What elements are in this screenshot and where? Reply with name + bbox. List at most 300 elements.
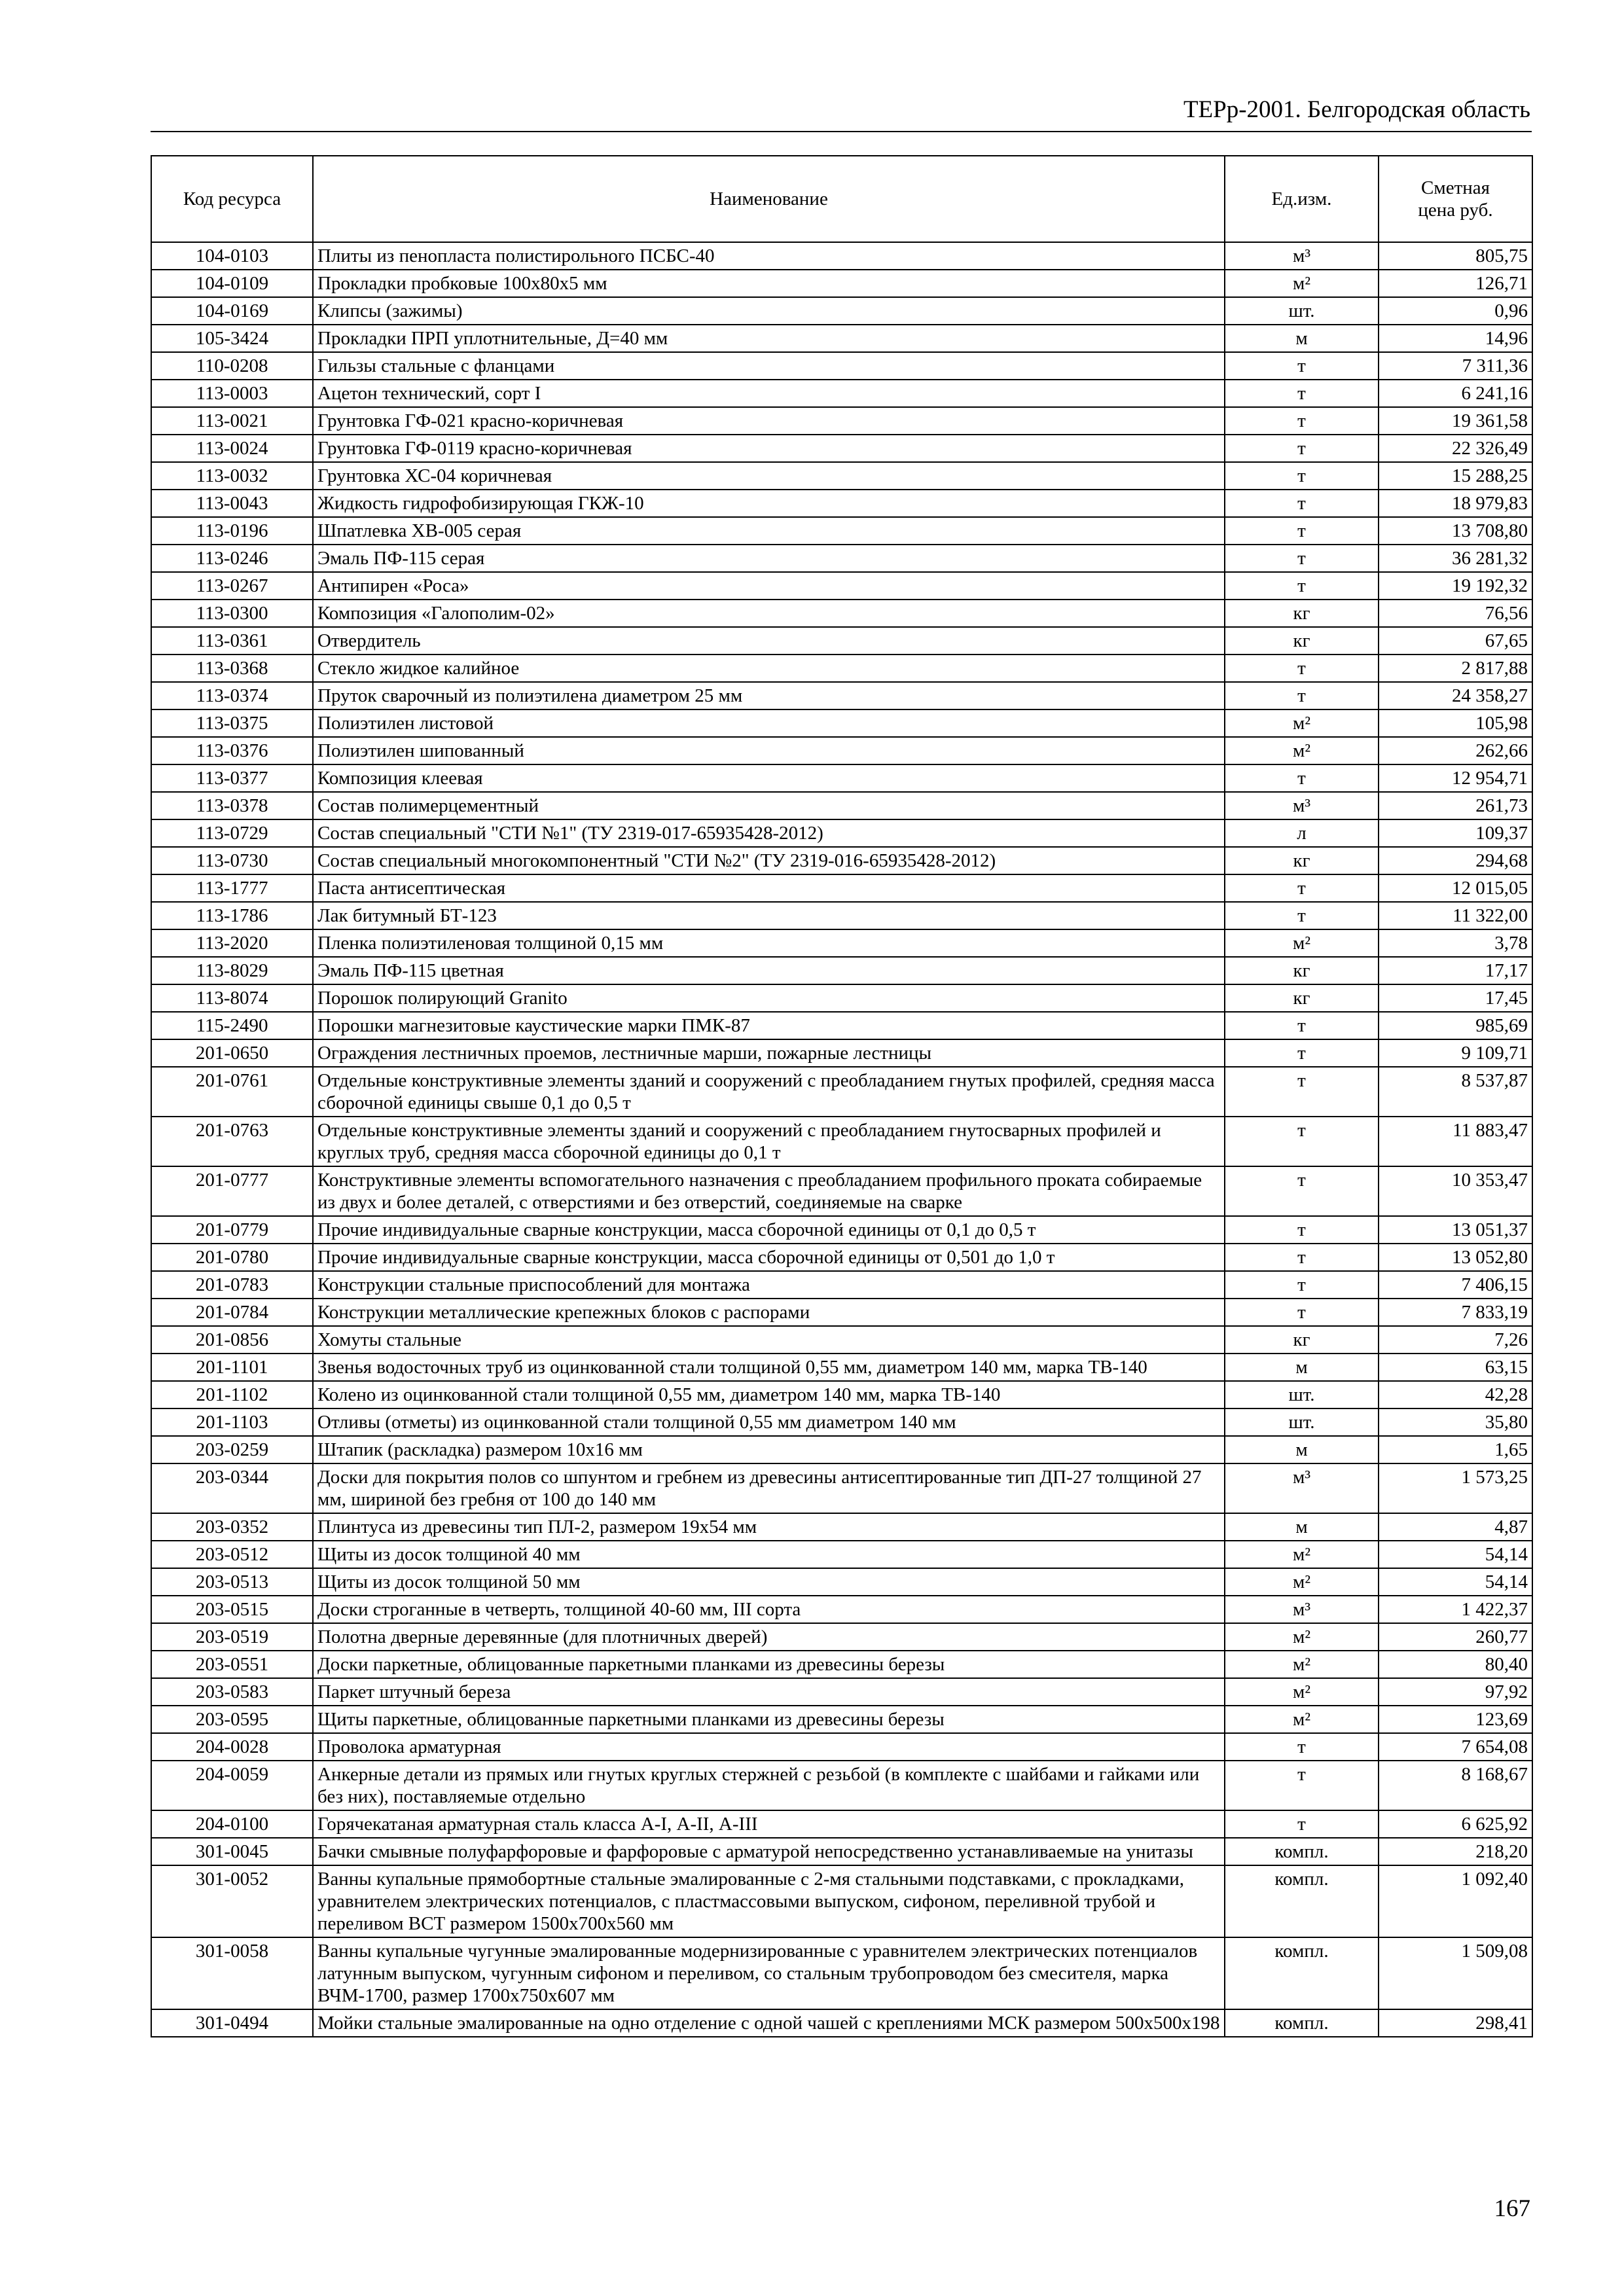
table-row: [151, 1568, 1532, 1596]
unit-of-measure: т: [1225, 682, 1379, 709]
resource-name: Грунтовка ГФ-021 красно-коричневая: [313, 407, 1225, 435]
estimated-price: 105,98: [1379, 709, 1532, 737]
estimated-price: 11 322,00: [1379, 902, 1532, 929]
table-row: [151, 1761, 1532, 1810]
estimated-price: 1 573,25: [1379, 1463, 1532, 1513]
price-table: [151, 155, 1533, 2037]
unit-of-measure: м³: [1225, 242, 1379, 270]
resource-code: 113-0376: [151, 737, 313, 764]
estimated-price: 19 192,32: [1379, 572, 1532, 600]
estimated-price: 80,40: [1379, 1651, 1532, 1678]
resource-code: 203-0519: [151, 1623, 313, 1651]
resource-name: Ванны купальные прямобортные стальные эмалированные с 2-мя стальными подставками, с прокладками, уравнителем электрических потенциалов, с пластмассовыми выпуском, сифоном, переливной трубой и переливом ВСТ размером 1500х700х560 мм: [313, 1865, 1225, 1937]
resource-code: 104-0109: [151, 270, 313, 297]
header-row: [151, 156, 1532, 242]
table-row: [151, 407, 1532, 435]
estimated-price: 18 979,83: [1379, 490, 1532, 517]
estimated-price: 805,75: [1379, 242, 1532, 270]
estimated-price: 8 537,87: [1379, 1067, 1532, 1117]
estimated-price: 54,14: [1379, 1541, 1532, 1568]
unit-of-measure: м³: [1225, 1596, 1379, 1623]
unit-of-measure: м³: [1225, 792, 1379, 819]
unit-of-measure: т: [1225, 1733, 1379, 1761]
resource-code: 113-0729: [151, 819, 313, 847]
estimated-price: 36 281,32: [1379, 545, 1532, 572]
column-header-price-label: Сметная цена руб.: [1418, 177, 1493, 221]
table-row: [151, 1463, 1532, 1513]
resource-name: Лак битумный БТ-123: [313, 902, 1225, 929]
unit-of-measure: кг: [1225, 600, 1379, 627]
estimated-price: 13 051,37: [1379, 1216, 1532, 1244]
table-row: [151, 545, 1532, 572]
table-row: [151, 1117, 1532, 1166]
estimated-price: 11 883,47: [1379, 1117, 1532, 1166]
resource-code: 203-0259: [151, 1436, 313, 1463]
resource-code: 201-0784: [151, 1299, 313, 1326]
unit-of-measure: т: [1225, 462, 1379, 490]
table-row: [151, 297, 1532, 325]
table-row: [151, 957, 1532, 984]
estimated-price: 22 326,49: [1379, 435, 1532, 462]
resource-name: Эмаль ПФ-115 цветная: [313, 957, 1225, 984]
unit-of-measure: т: [1225, 435, 1379, 462]
unit-of-measure: компл.: [1225, 2009, 1379, 2037]
table-row: [151, 1706, 1532, 1733]
estimated-price: 17,45: [1379, 984, 1532, 1012]
table-row: [151, 325, 1532, 352]
resource-code: 203-0583: [151, 1678, 313, 1706]
resource-name: Пруток сварочный из полиэтилена диаметром 25 мм: [313, 682, 1225, 709]
resource-code: 110-0208: [151, 352, 313, 380]
unit-of-measure: т: [1225, 1271, 1379, 1299]
column-header-unit: Ед.изм.: [1225, 156, 1379, 242]
table-row: [151, 1408, 1532, 1436]
table-row: [151, 242, 1532, 270]
table-row: [151, 600, 1532, 627]
resource-code: 301-0045: [151, 1838, 313, 1865]
table-row: [151, 1733, 1532, 1761]
resource-name: Состав полимерцементный: [313, 792, 1225, 819]
resource-name: Доски строганные в четверть, толщиной 40-60 мм, III сорта: [313, 1596, 1225, 1623]
unit-of-measure: шт.: [1225, 1381, 1379, 1408]
unit-of-measure: компл.: [1225, 1937, 1379, 2009]
resource-name: Гильзы стальные с фланцами: [313, 352, 1225, 380]
table-row: [151, 847, 1532, 874]
resource-name: Ванны купальные чугунные эмалированные модернизированные с уравнителем электрических потенциалов латунным выпуском, чугунным сифоном и переливом, со стальным трубопроводом без смесителя, марка ВЧМ-1700, размер 1700х750х607 мм: [313, 1937, 1225, 2009]
header-divider: [151, 131, 1532, 132]
resource-name: Звенья водосточных труб из оцинкованной стали толщиной 0,55 мм, диаметром 140 мм, марка ТВ-140: [313, 1354, 1225, 1381]
estimated-price: 15 288,25: [1379, 462, 1532, 490]
table-row: [151, 1381, 1532, 1408]
estimated-price: 1,65: [1379, 1436, 1532, 1463]
estimated-price: 4,87: [1379, 1513, 1532, 1541]
resource-name: Состав специальный многокомпонентный "СТИ №2" (ТУ 2319-016-65935428-2012): [313, 847, 1225, 874]
estimated-price: 109,37: [1379, 819, 1532, 847]
resource-code: 201-0780: [151, 1244, 313, 1271]
estimated-price: 9 109,71: [1379, 1039, 1532, 1067]
resource-code: 201-0761: [151, 1067, 313, 1117]
unit-of-measure: т: [1225, 380, 1379, 407]
table-row: [151, 1623, 1532, 1651]
resource-code: 201-1101: [151, 1354, 313, 1381]
unit-of-measure: кг: [1225, 627, 1379, 655]
table-row: [151, 1039, 1532, 1067]
estimated-price: 19 361,58: [1379, 407, 1532, 435]
resource-code: 113-0021: [151, 407, 313, 435]
resource-code: 201-1103: [151, 1408, 313, 1436]
resource-code: 301-0052: [151, 1865, 313, 1937]
resource-code: 203-0344: [151, 1463, 313, 1513]
unit-of-measure: т: [1225, 1244, 1379, 1271]
table-row: [151, 572, 1532, 600]
resource-name: Прочие индивидуальные сварные конструкции, масса сборочной единицы от 0,1 до 0,5 т: [313, 1216, 1225, 1244]
resource-code: 113-2020: [151, 929, 313, 957]
resource-name: Отдельные конструктивные элементы зданий и сооружений с преобладанием гнутых профилей, средняя масса сборочной единицы свыше 0,1 до 0,5 т: [313, 1067, 1225, 1117]
resource-name: Отдельные конструктивные элементы зданий и сооружений с преобладанием гнутосварных профилей и круглых труб, средняя масса сборочной единицы до 0,1 т: [313, 1117, 1225, 1166]
estimated-price: 123,69: [1379, 1706, 1532, 1733]
estimated-price: 7 311,36: [1379, 352, 1532, 380]
resource-name: Полиэтилен листовой: [313, 709, 1225, 737]
resource-code: 203-0595: [151, 1706, 313, 1733]
table-row: [151, 1166, 1532, 1216]
resource-name: Ацетон технический, сорт I: [313, 380, 1225, 407]
resource-name: Стекло жидкое калийное: [313, 655, 1225, 682]
resource-code: 204-0059: [151, 1761, 313, 1810]
unit-of-measure: т: [1225, 1166, 1379, 1216]
column-header-name: Наименование: [313, 156, 1225, 242]
resource-name: Шпатлевка ХВ-005 серая: [313, 517, 1225, 545]
resource-name: Отливы (отметы) из оцинкованной стали толщиной 0,55 мм диаметром 140 мм: [313, 1408, 1225, 1436]
table-row: [151, 984, 1532, 1012]
table-row: [151, 874, 1532, 902]
resource-name: Хомуты стальные: [313, 1326, 1225, 1354]
unit-of-measure: шт.: [1225, 1408, 1379, 1436]
resource-code: 201-0783: [151, 1271, 313, 1299]
table-row: [151, 1937, 1532, 2009]
resource-code: 201-1102: [151, 1381, 313, 1408]
resource-code: 201-0777: [151, 1166, 313, 1216]
unit-of-measure: м²: [1225, 270, 1379, 297]
unit-of-measure: м²: [1225, 1706, 1379, 1733]
estimated-price: 7 654,08: [1379, 1733, 1532, 1761]
table-row: [151, 1299, 1532, 1326]
resource-code: 115-2490: [151, 1012, 313, 1039]
estimated-price: 126,71: [1379, 270, 1532, 297]
resource-name: Прокладки ПРП уплотнительные, Д=40 мм: [313, 325, 1225, 352]
estimated-price: 63,15: [1379, 1354, 1532, 1381]
table-row: [151, 1596, 1532, 1623]
resource-name: Прокладки пробковые 100х80х5 мм: [313, 270, 1225, 297]
table-row: [151, 737, 1532, 764]
resource-code: 204-0100: [151, 1810, 313, 1838]
table-row: [151, 270, 1532, 297]
estimated-price: 7,26: [1379, 1326, 1532, 1354]
estimated-price: 42,28: [1379, 1381, 1532, 1408]
resource-code: 113-0374: [151, 682, 313, 709]
resource-code: 113-0032: [151, 462, 313, 490]
estimated-price: 24 358,27: [1379, 682, 1532, 709]
estimated-price: 6 241,16: [1379, 380, 1532, 407]
resource-name: Ограждения лестничных проемов, лестничные марши, пожарные лестницы: [313, 1039, 1225, 1067]
unit-of-measure: м: [1225, 1354, 1379, 1381]
resource-code: 113-0043: [151, 490, 313, 517]
table-row: [151, 764, 1532, 792]
estimated-price: 985,69: [1379, 1012, 1532, 1039]
resource-name: Щиты из досок толщиной 40 мм: [313, 1541, 1225, 1568]
unit-of-measure: т: [1225, 764, 1379, 792]
resource-code: 105-3424: [151, 325, 313, 352]
unit-of-measure: т: [1225, 902, 1379, 929]
table-row: [151, 462, 1532, 490]
resource-name: Отвердитель: [313, 627, 1225, 655]
table-row: [151, 929, 1532, 957]
unit-of-measure: кг: [1225, 984, 1379, 1012]
unit-of-measure: т: [1225, 1067, 1379, 1117]
table-row: [151, 1651, 1532, 1678]
unit-of-measure: м²: [1225, 709, 1379, 737]
unit-of-measure: т: [1225, 517, 1379, 545]
estimated-price: 8 168,67: [1379, 1761, 1532, 1810]
table-row: [151, 682, 1532, 709]
resource-code: 113-0003: [151, 380, 313, 407]
unit-of-measure: компл.: [1225, 1838, 1379, 1865]
resource-code: 113-1786: [151, 902, 313, 929]
column-header-code: Код ресурса: [151, 156, 313, 242]
table-row: [151, 2009, 1532, 2037]
estimated-price: 7 406,15: [1379, 1271, 1532, 1299]
table-row: [151, 1326, 1532, 1354]
table-row: [151, 1865, 1532, 1937]
resource-name: Анкерные детали из прямых или гнутых круглых стержней с резьбой (в комплекте с шайбами и гайками или без них), поставляемые отдельно: [313, 1761, 1225, 1810]
resource-name: Прочие индивидуальные сварные конструкции, масса сборочной единицы от 0,501 до 1,0 т: [313, 1244, 1225, 1271]
estimated-price: 54,14: [1379, 1568, 1532, 1596]
estimated-price: 17,17: [1379, 957, 1532, 984]
unit-of-measure: м²: [1225, 1623, 1379, 1651]
resource-code: 113-0375: [151, 709, 313, 737]
document-header-title: ТЕРр-2001. Белгородская область: [1183, 96, 1530, 123]
table-row: [151, 490, 1532, 517]
table-row: [151, 1436, 1532, 1463]
estimated-price: 14,96: [1379, 325, 1532, 352]
resource-name: Жидкость гидрофобизирующая ГКЖ-10: [313, 490, 1225, 517]
table-row: [151, 517, 1532, 545]
resource-code: 113-0300: [151, 600, 313, 627]
page-number: 167: [1494, 2195, 1530, 2222]
resource-name: Проволока арматурная: [313, 1733, 1225, 1761]
estimated-price: 298,41: [1379, 2009, 1532, 2037]
resource-name: Конструкции металлические крепежных блоков с распорами: [313, 1299, 1225, 1326]
table-row: [151, 1838, 1532, 1865]
resource-code: 113-0730: [151, 847, 313, 874]
resource-name: Порошки магнезитовые каустические марки ПМК-87: [313, 1012, 1225, 1039]
unit-of-measure: т: [1225, 572, 1379, 600]
estimated-price: 262,66: [1379, 737, 1532, 764]
resource-name: Состав специальный "СТИ №1" (ТУ 2319-017-65935428-2012): [313, 819, 1225, 847]
unit-of-measure: т: [1225, 1761, 1379, 1810]
table-row: [151, 709, 1532, 737]
table-row: [151, 1012, 1532, 1039]
resource-name: Колено из оцинкованной стали толщиной 0,55 мм, диаметром 140 мм, марка ТВ-140: [313, 1381, 1225, 1408]
unit-of-measure: компл.: [1225, 1865, 1379, 1937]
estimated-price: 67,65: [1379, 627, 1532, 655]
estimated-price: 0,96: [1379, 297, 1532, 325]
unit-of-measure: кг: [1225, 957, 1379, 984]
column-header-price: [1379, 156, 1532, 242]
unit-of-measure: м²: [1225, 929, 1379, 957]
resource-name: Бачки смывные полуфарфоровые и фарфоровые с арматурой непосредственно устанавливаемые на унитазы: [313, 1838, 1225, 1865]
resource-name: Антипирен «Роса»: [313, 572, 1225, 600]
resource-code: 113-0377: [151, 764, 313, 792]
resource-name: Доски для покрытия полов со шпунтом и гребнем из древесины антисептированные тип ДП-27 толщиной 27 мм, шириной без гребня от 100 до 140 мм: [313, 1463, 1225, 1513]
estimated-price: 12 015,05: [1379, 874, 1532, 902]
unit-of-measure: т: [1225, 407, 1379, 435]
estimated-price: 261,73: [1379, 792, 1532, 819]
resource-name: Плинтуса из древесины тип ПЛ-2, размером 19х54 мм: [313, 1513, 1225, 1541]
resource-code: 201-0763: [151, 1117, 313, 1166]
resource-code: 113-0024: [151, 435, 313, 462]
resource-name: Полиэтилен шипованный: [313, 737, 1225, 764]
unit-of-measure: м: [1225, 325, 1379, 352]
unit-of-measure: л: [1225, 819, 1379, 847]
unit-of-measure: т: [1225, 1810, 1379, 1838]
estimated-price: 97,92: [1379, 1678, 1532, 1706]
table-row: [151, 1216, 1532, 1244]
resource-code: 301-0494: [151, 2009, 313, 2037]
unit-of-measure: т: [1225, 874, 1379, 902]
resource-code: 203-0551: [151, 1651, 313, 1678]
price-table-body: [151, 242, 1532, 2037]
estimated-price: 13 708,80: [1379, 517, 1532, 545]
unit-of-measure: т: [1225, 490, 1379, 517]
unit-of-measure: т: [1225, 545, 1379, 572]
resource-code: 113-0368: [151, 655, 313, 682]
unit-of-measure: т: [1225, 1012, 1379, 1039]
resource-code: 203-0512: [151, 1541, 313, 1568]
resource-name: Паркет штучный береза: [313, 1678, 1225, 1706]
unit-of-measure: м²: [1225, 1651, 1379, 1678]
resource-code: 104-0169: [151, 297, 313, 325]
unit-of-measure: м²: [1225, 737, 1379, 764]
estimated-price: 218,20: [1379, 1838, 1532, 1865]
table-row: [151, 1810, 1532, 1838]
unit-of-measure: м: [1225, 1436, 1379, 1463]
unit-of-measure: т: [1225, 1216, 1379, 1244]
resource-code: 113-8029: [151, 957, 313, 984]
resource-code: 104-0103: [151, 242, 313, 270]
table-row: [151, 792, 1532, 819]
resource-name: Конструктивные элементы вспомогательного назначения с преобладанием профильного проката собираемые из двух и более деталей, с отверстиями и без отверстий, соединяемые на сварке: [313, 1166, 1225, 1216]
resource-code: 201-0650: [151, 1039, 313, 1067]
resource-name: Композиция «Галополим-02»: [313, 600, 1225, 627]
resource-code: 301-0058: [151, 1937, 313, 2009]
estimated-price: 1 422,37: [1379, 1596, 1532, 1623]
table-row: [151, 1271, 1532, 1299]
resource-name: Грунтовка ХС-04 коричневая: [313, 462, 1225, 490]
resource-code: 204-0028: [151, 1733, 313, 1761]
table-row: [151, 1513, 1532, 1541]
unit-of-measure: т: [1225, 1299, 1379, 1326]
resource-name: Композиция клеевая: [313, 764, 1225, 792]
resource-code: 113-0196: [151, 517, 313, 545]
resource-code: 113-0378: [151, 792, 313, 819]
estimated-price: 76,56: [1379, 600, 1532, 627]
table-row: [151, 655, 1532, 682]
estimated-price: 7 833,19: [1379, 1299, 1532, 1326]
table-row: [151, 1541, 1532, 1568]
resource-name: Горячекатаная арматурная сталь класса А-I, А-II, А-III: [313, 1810, 1225, 1838]
table-row: [151, 1354, 1532, 1381]
resource-name: Порошок полирующий Granito: [313, 984, 1225, 1012]
table-row: [151, 1678, 1532, 1706]
resource-code: 113-0267: [151, 572, 313, 600]
table-row: [151, 819, 1532, 847]
resource-code: 113-1777: [151, 874, 313, 902]
unit-of-measure: м³: [1225, 1463, 1379, 1513]
resource-name: Клипсы (зажимы): [313, 297, 1225, 325]
resource-name: Эмаль ПФ-115 серая: [313, 545, 1225, 572]
estimated-price: 2 817,88: [1379, 655, 1532, 682]
resource-code: 203-0352: [151, 1513, 313, 1541]
resource-name: Паста антисептическая: [313, 874, 1225, 902]
unit-of-measure: кг: [1225, 1326, 1379, 1354]
unit-of-measure: кг: [1225, 847, 1379, 874]
estimated-price: 12 954,71: [1379, 764, 1532, 792]
unit-of-measure: шт.: [1225, 297, 1379, 325]
resource-code: 113-0246: [151, 545, 313, 572]
table-row: [151, 627, 1532, 655]
estimated-price: 1 092,40: [1379, 1865, 1532, 1937]
resource-name: Мойки стальные эмалированные на одно отделение с одной чашей с креплениями МСК размером 500х500х198: [313, 2009, 1225, 2037]
resource-name: Штапик (раскладка) размером 10х16 мм: [313, 1436, 1225, 1463]
estimated-price: 294,68: [1379, 847, 1532, 874]
table-row: [151, 352, 1532, 380]
unit-of-measure: т: [1225, 1117, 1379, 1166]
resource-code: 203-0513: [151, 1568, 313, 1596]
resource-code: 201-0779: [151, 1216, 313, 1244]
resource-name: Пленка полиэтиленовая толщиной 0,15 мм: [313, 929, 1225, 957]
unit-of-measure: м²: [1225, 1541, 1379, 1568]
resource-name: Щиты из досок толщиной 50 мм: [313, 1568, 1225, 1596]
resource-code: 201-0856: [151, 1326, 313, 1354]
unit-of-measure: т: [1225, 655, 1379, 682]
resource-name: Доски паркетные, облицованные паркетными планками из древесины березы: [313, 1651, 1225, 1678]
table-row: [151, 1244, 1532, 1271]
resource-name: Щиты паркетные, облицованные паркетными планками из древесины березы: [313, 1706, 1225, 1733]
estimated-price: 35,80: [1379, 1408, 1532, 1436]
unit-of-measure: м: [1225, 1513, 1379, 1541]
estimated-price: 3,78: [1379, 929, 1532, 957]
estimated-price: 1 509,08: [1379, 1937, 1532, 2009]
estimated-price: 10 353,47: [1379, 1166, 1532, 1216]
resource-name: Грунтовка ГФ-0119 красно-коричневая: [313, 435, 1225, 462]
unit-of-measure: м²: [1225, 1678, 1379, 1706]
resource-name: Плиты из пенопласта полистирольного ПСБС-40: [313, 242, 1225, 270]
resource-code: 203-0515: [151, 1596, 313, 1623]
unit-of-measure: т: [1225, 352, 1379, 380]
table-row: [151, 380, 1532, 407]
estimated-price: 260,77: [1379, 1623, 1532, 1651]
table-row: [151, 902, 1532, 929]
table-row: [151, 1067, 1532, 1117]
unit-of-measure: т: [1225, 1039, 1379, 1067]
unit-of-measure: м²: [1225, 1568, 1379, 1596]
estimated-price: 6 625,92: [1379, 1810, 1532, 1838]
resource-name: Полотна дверные деревянные (для плотничных дверей): [313, 1623, 1225, 1651]
resource-name: Конструкции стальные приспособлений для монтажа: [313, 1271, 1225, 1299]
resource-code: 113-8074: [151, 984, 313, 1012]
price-table-header: [151, 156, 1532, 242]
resource-code: 113-0361: [151, 627, 313, 655]
